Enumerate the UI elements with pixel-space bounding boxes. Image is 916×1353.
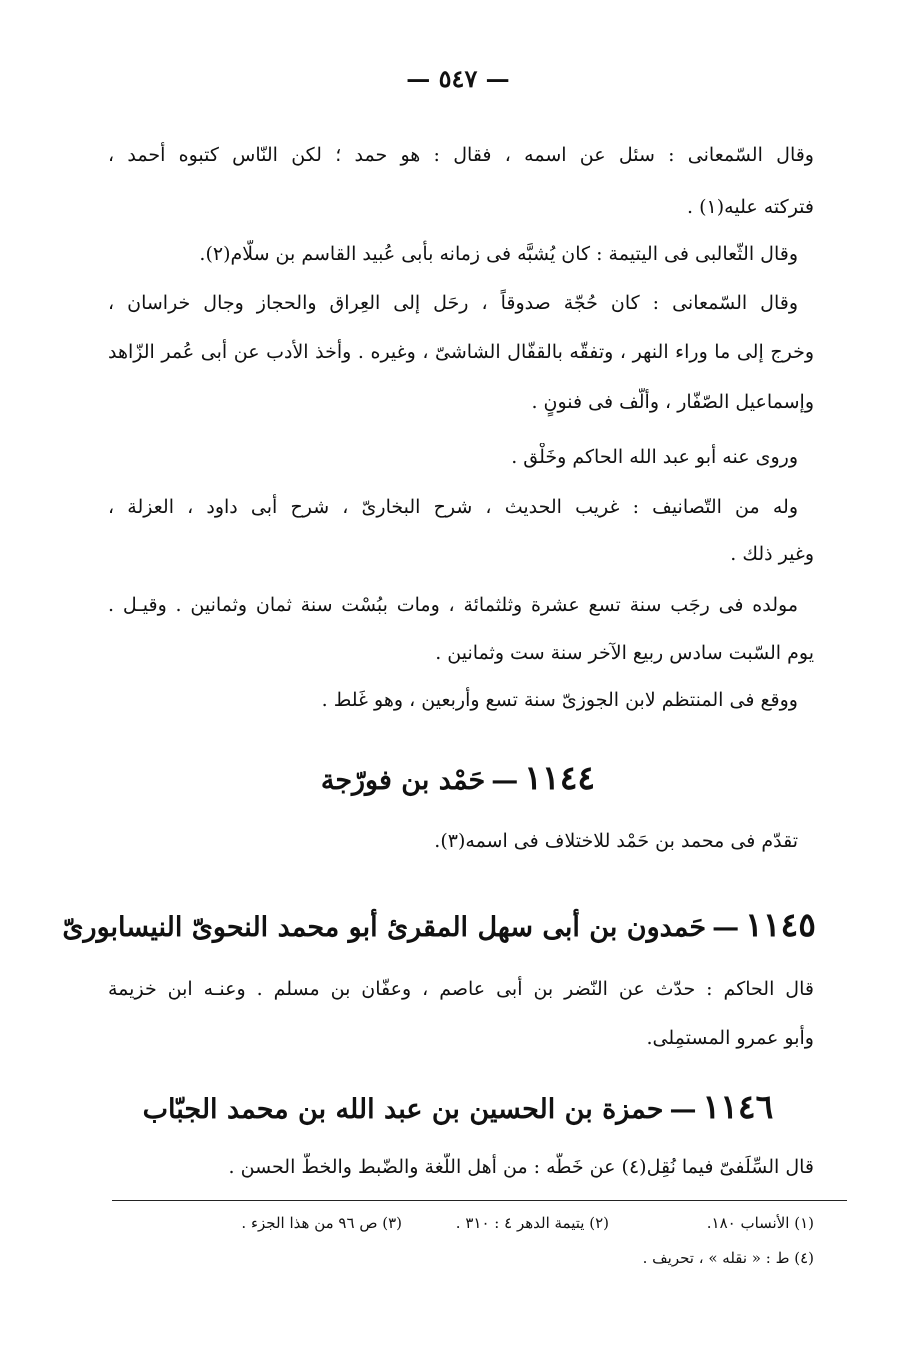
footnote: (١) الأنساب ١٨٠. xyxy=(706,1214,814,1232)
footnote: (٢) يتيمة الدهر ٤ : ٣١٠ . xyxy=(455,1214,609,1232)
entry-number: ١١٤٤ xyxy=(524,758,596,797)
page-number: — ٥٤٧ — xyxy=(406,64,510,93)
body-line: وروى عنه أبو عبد الله الحاكم وخَلْق . xyxy=(511,446,798,468)
entry-line: قال السِّلَفىّ فيما نُقِل(٤) عن خَطّه : من أهل اللّغة والضّبط والخطّ الحسن . xyxy=(228,1156,814,1178)
entry-number: ١١٤٦ xyxy=(702,1087,774,1126)
entry-heading xyxy=(100,758,816,800)
body-line: وقال السّمعانى : كان حُجّة صدوقاً ، رحَل إلى العِراق والحجاز وجال خراسان ، xyxy=(108,292,798,314)
entry-name: حَمْد بن فورّجة xyxy=(320,765,486,796)
entry-dash: — xyxy=(491,765,519,796)
body-line: مولده فى رجَب سنة تسع عشرة وثلثمائة ، ومات ببُسْت سنة ثمان وثمانين . وقيـل . xyxy=(108,594,798,616)
entry-dash: — xyxy=(712,912,740,943)
entry-line: تقدّم فى محمد بن حَمْد للاختلاف فى اسمه(٣). xyxy=(434,830,798,852)
body-line: وقال الثّعالبى فى اليتيمة : كان يُشبَّه فى زمانه بأبى عُبيد القاسم بن سلّام(٢). xyxy=(199,243,798,265)
footnote: (٣) ص ٩٦ من هذا الجزء . xyxy=(241,1214,402,1232)
entry-dash: — xyxy=(669,1094,697,1125)
entry-line: قال الحاكم : حدّث عن النّضر بن أبى عاصم ، وعفّان بن مسلم . وعنـه ابن خزيمة xyxy=(108,978,814,1000)
body-line: فتركته عليه(١) . xyxy=(687,196,814,218)
footnote-row xyxy=(108,1247,814,1271)
entry-heading xyxy=(100,1087,816,1129)
entry-heading xyxy=(62,905,816,947)
body-line: وإسماعيل الصّفّار ، وألّف فى فنونٍ . xyxy=(531,391,814,413)
entry-name: حمزة بن الحسين بن عبد الله بن محمد الجبّاب xyxy=(142,1094,664,1125)
entry-number: ١١٤٥ xyxy=(745,905,816,944)
entry-name: حَمدون بن أبى سهل المقرئ أبو محمد النحوىّ النيسابورىّ xyxy=(62,912,707,943)
entry-line: وأبو عمرو المستمِلى. xyxy=(646,1027,814,1049)
body-line: وقال السّمعانى : سئل عن اسمه ، فقال : هو حمد ؛ لكن النّاس كتبوه أحمد ، xyxy=(108,144,814,166)
body-line: وخرج إلى ما وراء النهر ، وتفقّه بالقفّال الشاشىّ ، وغيره . وأخذ الأدب عن أبى عُمر الزّاهد xyxy=(108,341,814,363)
footnote-row xyxy=(108,1212,814,1236)
footnote-rule xyxy=(112,1200,847,1201)
body-line: وله من التّصانيف : غريب الحديث ، شرح البخارىّ ، شرح أبى داود ، العزلة ، xyxy=(108,496,798,518)
body-line: يوم السّبت سادس ربيع الآخر سنة ست وثمانين . xyxy=(435,642,814,664)
body-line: وغير ذلك . xyxy=(730,543,814,565)
body-line: ووقع فى المنتظم لابن الجوزىّ سنة تسع وأربعين ، وهو غَلط . xyxy=(321,689,798,711)
footnote: (٤) ط : « نقله » ، تحريف . xyxy=(642,1249,814,1267)
